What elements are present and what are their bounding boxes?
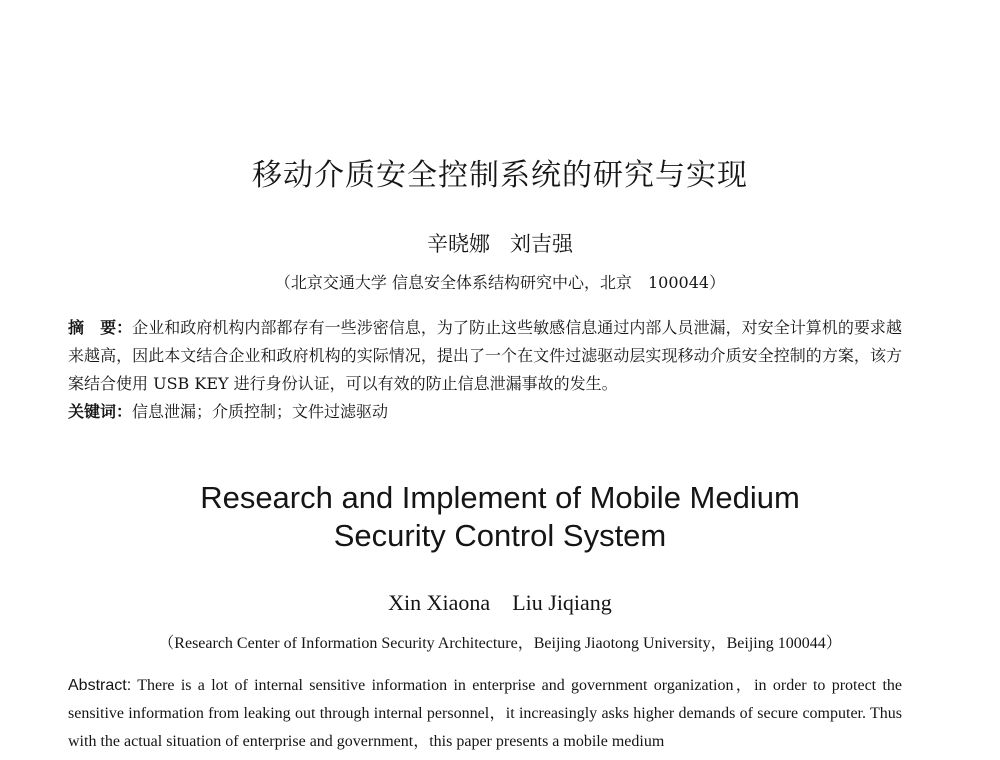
chinese-authors	[0, 228, 1000, 258]
english-title-line-2: Security Control System	[333, 518, 667, 553]
english-abstract-label: Abstract:	[68, 677, 132, 694]
english-author-1: Xin Xiaona	[388, 590, 491, 615]
chinese-author-2: 刘吉强	[510, 232, 573, 256]
chinese-affiliation: （北京交通大学 信息安全体系结构研究中心，北京 100044）	[274, 273, 726, 292]
english-authors	[0, 590, 1000, 616]
english-affiliation: （Research Center of Information Security Architecture，Beijing Jiaotong University，Beijing 100044）	[158, 635, 842, 652]
chinese-keywords-text: 信息泄漏；介质控制；文件过滤驱动	[132, 402, 389, 421]
english-author-2: Liu Jiqiang	[512, 590, 612, 615]
chinese-author-1: 辛晓娜	[427, 232, 490, 256]
chinese-keywords	[68, 398, 902, 426]
chinese-abstract-label: 摘 要：	[68, 318, 133, 337]
chinese-abstract-text: 企业和政府机构内部都存有一些涉密信息，为了防止这些敏感信息通过内部人员泄漏，对安全计算机的要求越来越高，因此本文结合企业和政府机构的实际情况，提出了一个在文件过滤驱动层实现移动介质安全控制的方案，该方案结合使用 USB KEY 进行身份认证，可以有效的防止信息泄漏事故的发生。	[68, 318, 902, 393]
english-title-line-1: Research and Implement of Mobile Medium	[200, 480, 800, 515]
chinese-title: 移动介质安全控制系统的研究与实现	[252, 158, 748, 193]
chinese-abstract	[68, 314, 902, 398]
english-abstract	[68, 672, 902, 756]
chinese-keywords-label: 关键词：	[68, 402, 133, 421]
english-abstract-text: There is a lot of internal sensitive information in enterprise and government organization，in order to protect the sensitive information from leaking out through internal personnel，it increasingly asks higher demands of secure computer. Thus with the actual situation of enterprise and government，this paper presents a mobile medium	[68, 677, 903, 750]
